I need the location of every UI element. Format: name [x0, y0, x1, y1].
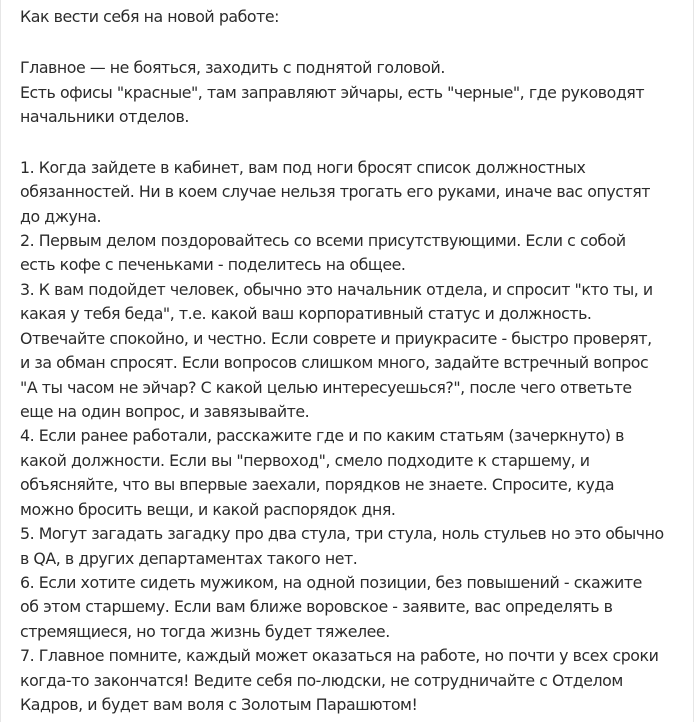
body-line: когда-то закончатся! Ведите себя по-людски, не сотрудничайте с Отделом — [20, 671, 623, 690]
body-line: 7. Главное помните, каждый может оказаться на работе, но почти у всех сроки — [20, 646, 659, 665]
body-line: 2. Первым делом поздоровайтесь со всеми присутствующими. Если с собой — [20, 231, 626, 250]
body-line: какой должности. Если вы "первоход", смело подходите к старшему, и — [20, 451, 590, 470]
body-line: и за обман спросят. Если вопросов слишком много, задайте встречный вопрос — [20, 353, 649, 372]
intro-line: Главное — не бояться, заходить с поднятой головой. — [20, 58, 445, 77]
body-line: 3. К вам подойдет человек, обычно это начальник отдела, и спросит "кто ты, и — [20, 280, 653, 299]
intro-line: начальники отделов. — [20, 107, 189, 126]
body-line: еще на один вопрос, и завязывайте. — [20, 402, 310, 421]
body-line: обязанностей. Ни в коем случае нельзя трогать его руками, иначе вас опустят — [20, 182, 651, 201]
body-line: в QA, в других департаментах такого нет. — [20, 549, 358, 568]
body-line: какая у тебя беда", т.е. какой ваш корпоративный статус и должность. — [20, 304, 592, 323]
body-line: можно бросить вещи, и какой распорядок дня. — [20, 500, 396, 519]
body-line: 5. Могут загадать загадку про два стула, три стула, ноль стульев но это обычно — [20, 524, 664, 543]
body-line: 4. Если ранее работали, расскажите где и по каким статьям (зачеркнуто) в — [20, 426, 625, 445]
body-line: объясняйте, что вы впервые заехали, порядков не знаете. Спросите, куда — [20, 475, 615, 494]
intro-line: Есть офисы "красные", там заправляют эйчары, есть "черные", где руководят — [20, 83, 645, 102]
body-line: 6. Если хотите сидеть мужиком, на одной позиции, без повышений - скажите — [20, 573, 642, 592]
body-line: 1. Когда зайдете в кабинет, вам под ноги бросят список должностных — [20, 158, 586, 177]
post-heading: Как вести себя на новой работе: — [20, 7, 280, 26]
body-line: до джуна. — [20, 207, 102, 226]
body-line: Отвечайте спокойно, и честно. Если соврете и приукрасите - быстро проверят, — [20, 329, 652, 348]
body-line: Кадров, и будет вам воля с Золотым Парашютом! — [20, 695, 418, 714]
body-line: "А ты часом не эйчар? С какой целью интересуешься?", после чего ответьте — [20, 378, 632, 397]
body-line: есть кофе с печеньками - поделитесь на общее. — [20, 255, 406, 274]
body-line: об этом старшему. Если вам ближе воровское - заявите, вас определять в — [20, 597, 613, 616]
body-line: стремящиеся, но тогда жизнь будет тяжелее. — [20, 622, 390, 641]
